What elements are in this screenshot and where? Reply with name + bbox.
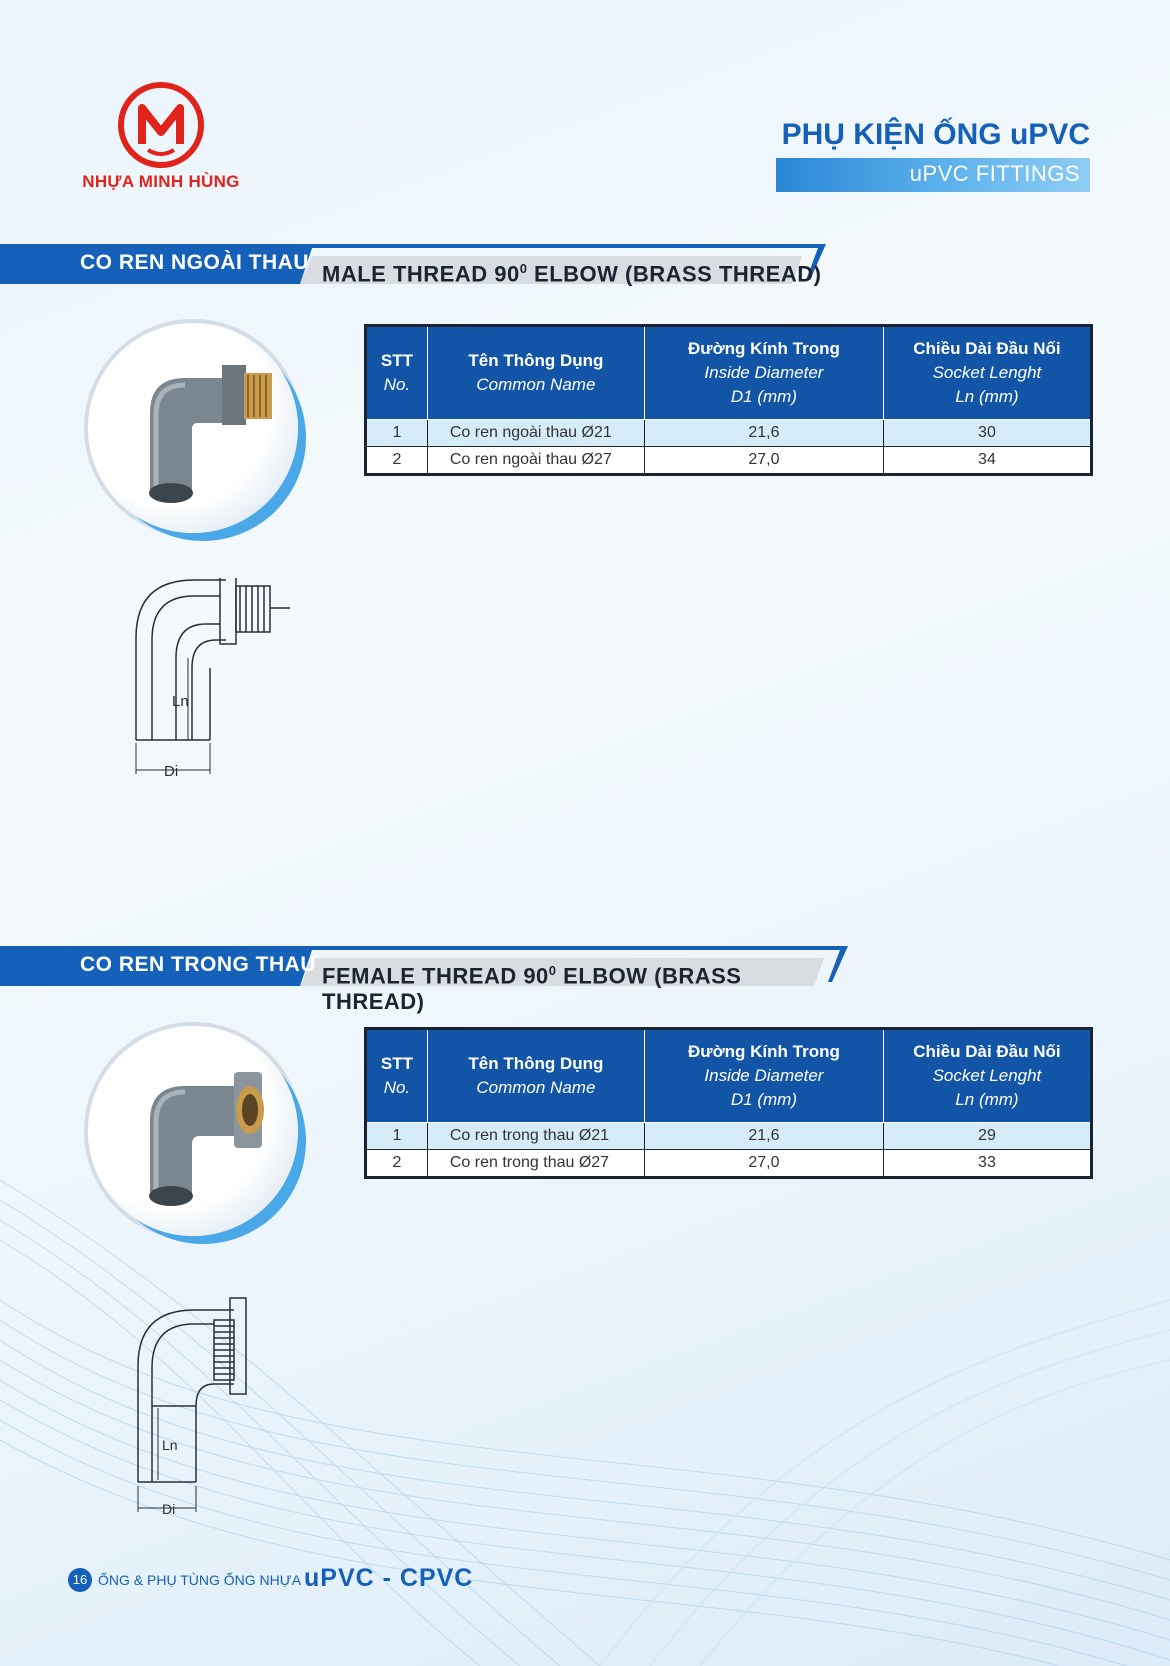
- drawing-label-di: Di: [164, 763, 179, 778]
- page-subtitle-bar: [776, 158, 1090, 192]
- table-header-row: [366, 326, 1092, 420]
- cell-no: 2: [366, 1150, 428, 1178]
- spec-table-female-elbow: [364, 1027, 1093, 1179]
- section-1-titles: [0, 244, 830, 287]
- section-1-title-en: MALE THREAD $90^0$ ELBOW (BRASS THREAD): [322, 261, 822, 287]
- cell-name: Co ren trong thau Ø21: [427, 1123, 644, 1150]
- page-title: PHỤ KIỆN ỐNG uPVC: [781, 118, 1090, 151]
- section-2-title-en: FEMALE THREAD $90^0$ ELBOW (BRASS THREAD): [322, 963, 742, 1015]
- col-header-name: Tên Thông Dụng Common Name: [427, 326, 644, 420]
- cell-no: 1: [366, 1123, 428, 1150]
- cell-length: 33: [883, 1150, 1091, 1178]
- cell-no: 2: [366, 447, 428, 475]
- col-header-diameter: Đường Kính Trong Inside Diameter D1 (mm): [644, 326, 883, 420]
- cell-length: 34: [883, 447, 1091, 475]
- section-1-title-vn: CO REN NGOÀI THAU: [80, 251, 309, 274]
- page-subtitle: uPVC FITTINGS: [909, 161, 1080, 186]
- cell-diameter: 27,0: [644, 447, 883, 475]
- page-number: 16: [68, 1568, 92, 1592]
- brand-logo-icon: [118, 82, 204, 168]
- product-photo-male-elbow: [88, 323, 298, 533]
- table-row: [366, 447, 1092, 475]
- col-header-length: Chiều Dài Đầu Nối Socket Lenght Ln (mm): [883, 1029, 1091, 1123]
- col-header-name: Tên Thông Dụng Common Name: [427, 1029, 644, 1123]
- cell-diameter: 21,6: [644, 1123, 883, 1150]
- technical-drawing-female-elbow: [134, 1296, 284, 1516]
- cell-diameter: 21,6: [644, 420, 883, 447]
- col-header-stt: STT No.: [366, 326, 428, 420]
- footer-brand: uPVC - CPVC: [304, 1564, 474, 1592]
- technical-drawing-male-elbow: [130, 578, 300, 778]
- cell-length: 29: [883, 1123, 1091, 1150]
- cell-length: 30: [883, 420, 1091, 447]
- cell-name: Co ren trong thau Ø27: [427, 1150, 644, 1178]
- section-2-titles: [0, 946, 830, 1015]
- section-2-title-vn: CO REN TRONG THAU: [80, 953, 316, 976]
- spec-table-male-elbow: [364, 324, 1093, 476]
- drawing-label-di: Di: [162, 1501, 176, 1516]
- table-row: [366, 1123, 1092, 1150]
- brand-name: NHỰA MINH HÙNG: [82, 172, 240, 191]
- cell-diameter: 27,0: [644, 1150, 883, 1178]
- col-header-length: Chiều Dài Đầu Nối Socket Lenght Ln (mm): [883, 326, 1091, 420]
- product-photo-female-elbow: [88, 1026, 298, 1236]
- table-row: [366, 1150, 1092, 1178]
- cell-name: Co ren ngoài thau Ø21: [427, 420, 644, 447]
- col-header-diameter: Đường Kính Trong Inside Diameter D1 (mm): [644, 1029, 883, 1123]
- drawing-label-ln: Ln: [162, 1437, 178, 1453]
- footer-text: ỐNG & PHỤ TÙNG ỐNG NHỰA: [98, 1572, 302, 1588]
- table-header-row: [366, 1029, 1092, 1123]
- cell-no: 1: [366, 420, 428, 447]
- col-header-stt: STT No.: [366, 1029, 428, 1123]
- drawing-label-ln: Ln: [172, 693, 189, 710]
- cell-name: Co ren ngoài thau Ø27: [427, 447, 644, 475]
- table-row: [366, 420, 1092, 447]
